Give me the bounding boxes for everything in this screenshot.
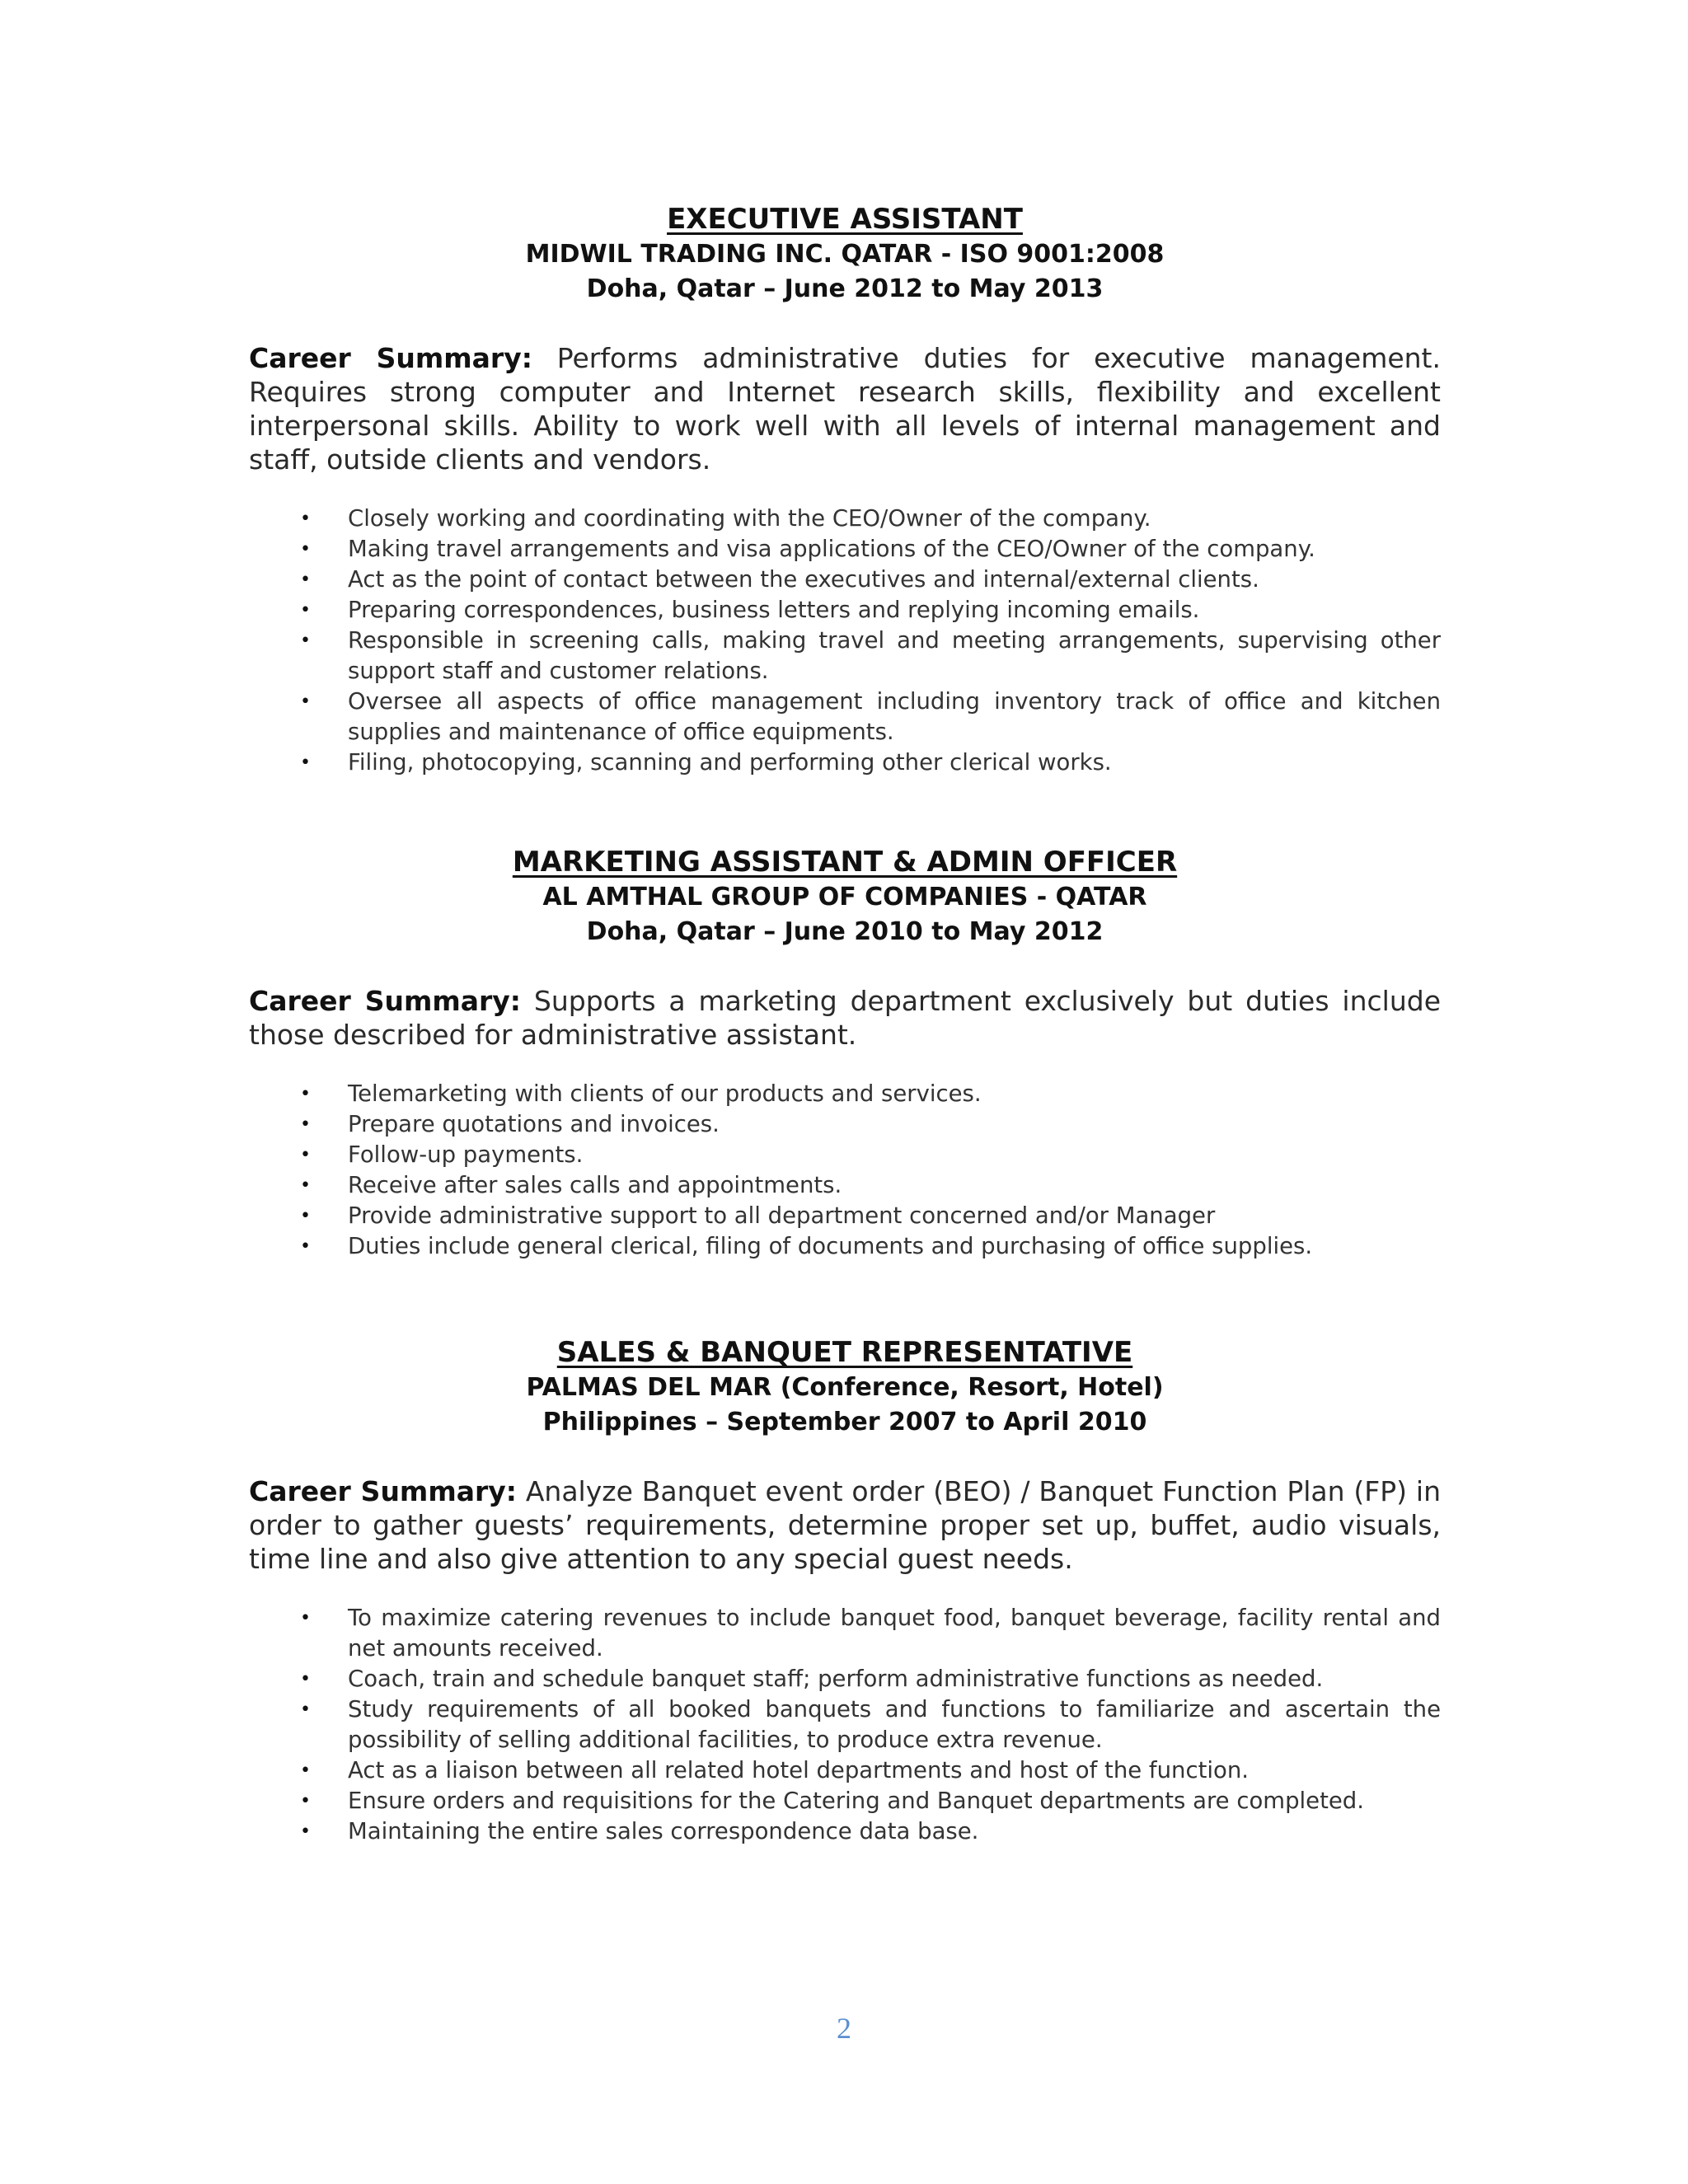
bullet-icon: •: [300, 509, 311, 529]
job-header: [249, 844, 1441, 949]
company-name: AL AMTHAL GROUP OF COMPANIES - QATAR: [542, 883, 1147, 912]
page-number: 2: [837, 2012, 851, 2045]
career-summary: [249, 1474, 1441, 1576]
bullet-icon: •: [300, 1791, 311, 1811]
duty-item: • To maximize catering revenues to include banquet food, banquet beverage, facility rental and net amounts received.: [300, 1605, 1441, 1661]
duties-list: [249, 1079, 1441, 1262]
duty-item: • Coach, train and schedule banquet staff; perform administrative functions as needed.: [249, 1664, 1441, 1694]
duty-item: • Prepare quotations and invoices.: [249, 1109, 1441, 1140]
bullet-icon: •: [300, 1760, 311, 1781]
duty-item: • Preparing correspondences, business letters and replying incoming emails.: [249, 595, 1441, 626]
bullet-icon: •: [300, 1084, 311, 1104]
duty-item: • Act as the point of contact between the executives and internal/external clients.: [249, 565, 1441, 595]
duty-item: • Filing, photocopying, scanning and performing other clerical works.: [249, 748, 1441, 778]
duty-item: • Duties include general clerical, filing of documents and purchasing of office supplies.: [249, 1231, 1441, 1262]
bullet-icon: •: [300, 1669, 311, 1690]
duties-list: [249, 1603, 1441, 1847]
bullet-icon: •: [300, 1821, 311, 1842]
bullet-icon: •: [300, 630, 311, 651]
bullet-icon: •: [300, 1114, 311, 1135]
bullet-icon: •: [300, 1236, 311, 1257]
bullet-icon: •: [300, 569, 311, 590]
duty-item: • Ensure orders and requisitions for the Catering and Banquet departments are completed.: [249, 1786, 1441, 1816]
bullet-icon: •: [300, 1608, 311, 1629]
career-summary-text: Analyze Banquet event order (BEO) / Banquet Function Plan (FP) in order to gather guests’ requirements, determine proper set up, buffet, audio visuals, time line and also give attention to any special guest needs.: [249, 1475, 1442, 1575]
bullet-icon: •: [300, 691, 311, 712]
duty-item: • Receive after sales calls and appointments.: [249, 1170, 1441, 1201]
bullet-icon: •: [300, 1206, 311, 1226]
job-section-marketing-assistant: [249, 844, 1441, 1262]
job-title: EXECUTIVE ASSISTANT: [667, 203, 1023, 236]
bullet-icon: •: [300, 600, 311, 621]
company-name: PALMAS DEL MAR (Conference, Resort, Hotel): [526, 1373, 1164, 1402]
career-summary: [249, 341, 1441, 476]
bullet-icon: •: [300, 752, 311, 773]
company-name: MIDWIL TRADING INC. QATAR - ISO 9001:2008: [525, 240, 1165, 269]
job-header: [249, 1334, 1441, 1440]
career-summary-label: Career Summary:: [249, 1475, 517, 1507]
job-section-executive-assistant: [249, 201, 1441, 778]
duty-item: • Closely working and coordinating with the CEO/Owner of the company.: [249, 504, 1441, 534]
job-title: MARKETING ASSISTANT & ADMIN OFFICER: [512, 846, 1178, 879]
duty-item: • Making travel arrangements and visa applications of the CEO/Owner of the company.: [249, 534, 1441, 565]
career-summary-label: Career Summary:: [249, 342, 532, 374]
duty-item: • Study requirements of all booked banquets and functions to familiarize and ascertain the possibility of selling additional facilities, to produce extra revenue.: [300, 1696, 1441, 1753]
duty-item: • Maintaining the entire sales correspondence data base.: [249, 1816, 1441, 1847]
duty-item: • Provide administrative support to all department concerned and/or Manager: [249, 1201, 1441, 1231]
bullet-icon: •: [300, 539, 311, 560]
career-summary: [249, 984, 1441, 1052]
bullet-icon: •: [300, 1175, 311, 1196]
job-header: [249, 201, 1441, 307]
job-title: SALES & BANQUET REPRESENTATIVE: [556, 1336, 1133, 1369]
duty-item: • Follow-up payments.: [249, 1140, 1441, 1170]
job-location-dates: Doha, Qatar – June 2010 to May 2012: [586, 917, 1104, 946]
duties-list: [249, 504, 1441, 778]
job-location-dates: Doha, Qatar – June 2012 to May 2013: [586, 274, 1104, 303]
bullet-icon: •: [300, 1699, 311, 1720]
career-summary-text: Supports a marketing department exclusively but duties include those described for administrative assistant.: [249, 985, 1441, 1051]
job-location-dates: Philippines – September 2007 to April 2010: [542, 1408, 1147, 1436]
duty-item: • Telemarketing with clients of our products and services.: [249, 1079, 1441, 1109]
duty-item: • Act as a liaison between all related hotel departments and host of the function.: [249, 1755, 1441, 1786]
career-summary-label: Career Summary:: [249, 985, 521, 1017]
career-summary-text: Performs administrative duties for executive management. Requires strong computer and Internet research skills, flexibility and excellent interpersonal skills. Ability to work well with all levels of internal management and staff, outside clients and vendors.: [249, 342, 1441, 476]
duty-item: • Responsible in screening calls, making travel and meeting arrangements, supervising other support staff and customer relations.: [300, 627, 1441, 684]
job-section-sales-banquet: [249, 1334, 1441, 1847]
duty-item: • Oversee all aspects of office management including inventory track of office and kitchen supplies and maintenance of office equipments.: [300, 688, 1441, 745]
bullet-icon: •: [300, 1145, 311, 1165]
